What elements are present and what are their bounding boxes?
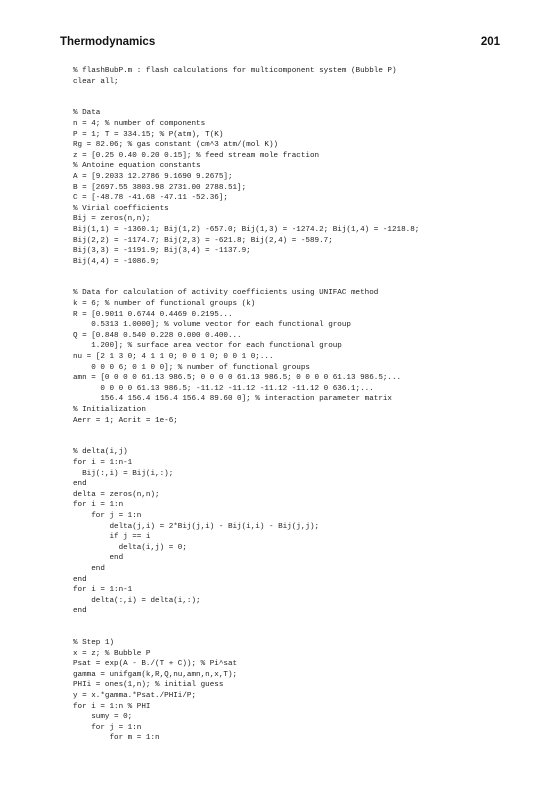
code-line: % Step 1) [73, 639, 115, 648]
code-line: Bij(3,3) = -1191.9; Bij(3,4) = -1137.9; [73, 247, 251, 256]
code-line: clear all; [73, 77, 119, 86]
code-line: P = 1; T = 334.15; % P(atm), T(K) [73, 130, 224, 139]
code-line: % flashBubP.m : flash calculations for multicomponent system (Bubble P) [73, 67, 397, 75]
code-line: for i = 1:n [73, 501, 124, 510]
code-line: delta(i,j) = 0; [73, 543, 187, 552]
code-line: C = [-48.78 -41.68 -47.11 -52.36]; [73, 194, 228, 203]
code-line: Bij = zeros(n,n); [73, 215, 151, 224]
code-line: % Virial coefficients [73, 204, 169, 213]
code-line: end [73, 480, 87, 489]
code-line: A = [9.2033 12.2786 9.1690 9.2675]; [73, 172, 233, 181]
code-line [73, 627, 543, 638]
code-line: 0 0 0 6; 0 1 0 0]; % number of functional groups [73, 363, 310, 372]
code-line: for i = 1:n % PHI [73, 702, 151, 711]
code-line: for i = 1:n-1 [73, 586, 133, 595]
code-line: end [73, 575, 87, 584]
matlab-code-listing [73, 66, 543, 744]
code-line: x = z; % Bubble P [73, 649, 151, 658]
code-line: Rg = 82.06; % gas constant (cm^3 atm/(mol K)) [73, 141, 279, 150]
code-line [73, 278, 543, 289]
code-line: B = [2697.55 3803.98 2731.00 2788.51]; [73, 183, 247, 192]
code-line: 1.200]; % surface area vector for each functional group [73, 342, 342, 351]
code-line [73, 426, 543, 437]
code-line: % Initialization [73, 406, 146, 414]
code-line: 0 0 0 0 61.13 986.5; -11.12 -11.12 -11.12 -11.12 0 636.1;... [73, 384, 374, 393]
code-line: delta(:,i) = delta(i,:); [73, 596, 201, 605]
code-line: Bij(1,1) = -1360.1; Bij(1,2) -657.0; Bij(1,3) = -1274.2; Bij(1,4) = -1218.8; [73, 225, 420, 234]
code-line: sumy = 0; [73, 713, 133, 722]
code-line: R = [0.9011 0.6744 0.4469 0.2195... [73, 310, 233, 319]
code-line: % delta(i,j) [73, 448, 128, 457]
code-line: Bij(2,2) = -1174.7; Bij(2,3) = -621.8; Bij(2,4) = -589.7; [73, 236, 333, 245]
code-line: Bij(4,4) = -1086.9; [73, 257, 160, 266]
code-line: 0.5313 1.0000]; % volume vector for each functional group [73, 321, 351, 330]
code-line: end [73, 564, 105, 573]
code-line: if j == i [73, 533, 151, 542]
code-line [73, 87, 543, 98]
code-line: k = 6; % number of functional groups (k) [73, 300, 256, 309]
page-header [60, 36, 500, 52]
code-line: Aerr = 1; Acrit = 1e-6; [73, 416, 178, 425]
code-line [73, 617, 543, 628]
code-line: nu = [2 1 3 0; 4 1 1 0; 0 0 1 0; 0 0 1 0;... [73, 353, 274, 362]
code-line: % Antoine equation constants [73, 162, 201, 171]
code-line: delta(j,i) = 2*Bij(j,i) - Bij(i,i) - Bij(j,j); [73, 522, 320, 531]
code-line: Psat = exp(A - B./(T + C)); % Pi^sat [73, 660, 238, 669]
code-line: z = [0.25 0.40 0.20 0.15]; % feed stream mole fraction [73, 151, 320, 160]
code-line: for m = 1:n [73, 734, 160, 743]
code-line [73, 437, 543, 448]
code-line: for j = 1:n [73, 723, 142, 732]
page-number: 201 [480, 36, 500, 48]
code-line [73, 267, 543, 278]
code-line: 156.4 156.4 156.4 156.4 89.60 0]; % interaction parameter matrix [73, 395, 392, 404]
running-head-title: Thermodynamics [60, 36, 156, 48]
code-line: amn = [0 0 0 0 61.13 986.5; 0 0 0 0 61.13 986.5; 0 0 0 0 61.13 986.5;... [73, 374, 402, 383]
code-line: % Data for calculation of activity coefficients using UNIFAC method [73, 289, 379, 298]
code-line: end [73, 554, 124, 563]
code-line: % Data [73, 109, 101, 118]
code-line: n = 4; % number of components [73, 119, 206, 128]
code-line: end [73, 607, 87, 616]
code-line: PHIi = ones(1,n); % initial guess [73, 681, 224, 690]
code-line: for j = 1:n [73, 511, 142, 520]
code-line: Q = [0.848 0.540 0.228 0.000 0.400... [73, 331, 242, 340]
code-line: y = x.*gamma.*Psat./PHIi/P; [73, 692, 197, 701]
code-line [73, 98, 543, 109]
code-line: delta = zeros(n,n); [73, 490, 160, 499]
code-line: for i = 1:n-1 [73, 458, 133, 467]
code-line: gamma = unifgam(k,R,Q,nu,amn,n,x,T); [73, 670, 238, 679]
code-line: Bij(:,i) = Bij(i,:); [73, 469, 174, 478]
